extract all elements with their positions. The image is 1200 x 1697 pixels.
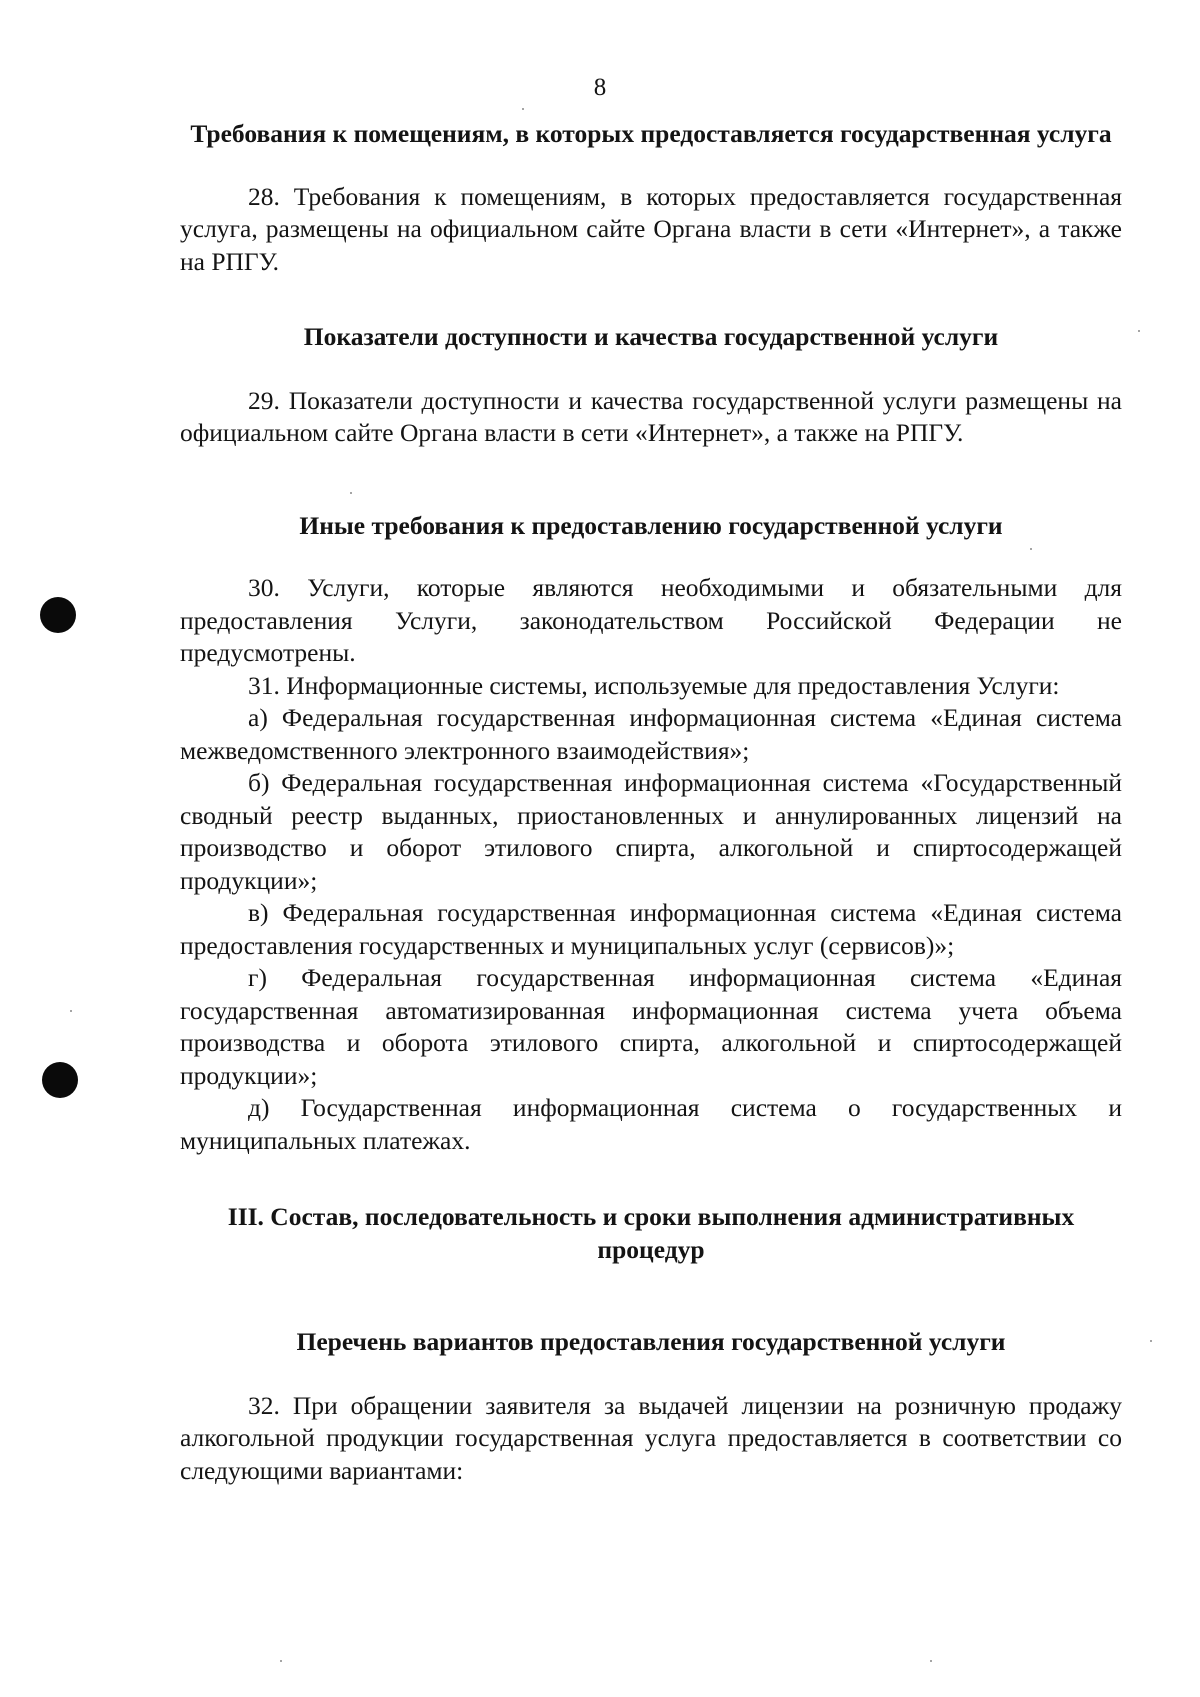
list-item-b: б) Федеральная государственная информационная система «Государственный сводный реестр выданных, приостановленных и аннулированных лицензий на производство и оборот этилового спирта, алкогольной и спиртосодержащей продукции»; (180, 768, 1122, 895)
section-heading-accessibility: Показатели доступности и качества государственной услуги (303, 322, 999, 351)
section-heading-premises: Требования к помещениям, в которых предоставляется государственная услуга (190, 119, 1112, 148)
list-item-a: а) Федеральная государственная информационная система «Единая система межведомственного электронного взаимодействия»; (180, 703, 1122, 765)
chapter-heading: III. Состав, последовательность и сроки выполнения административных процедур (227, 1202, 1075, 1264)
scan-speck (350, 492, 352, 494)
list-item-g: г) Федеральная государственная информационная система «Единая государственная автоматизированная информационная система учета объема производства и оборота этилового спирта, алкогольной и спиртосодержащей продукции»; (180, 963, 1122, 1090)
scan-speck (1138, 330, 1140, 332)
section-heading-other-requirements: Иные требования к предоставлению государственной услуги (299, 510, 1003, 540)
list-item-v: в) Федеральная государственная информационная система «Единая система предоставления государственных и муниципальных услуг (сервисов)»; (180, 898, 1122, 960)
paragraph-30: 30. Услуги, которые являются необходимыми и обязательными для предоставления Услуги, законодательством Российской Федерации не предусмотрены. (180, 573, 1122, 667)
section-heading-variants: Перечень вариантов предоставления государственной услуги (296, 1327, 1006, 1356)
scan-speck (1150, 1340, 1152, 1342)
paragraph-32: 32. При обращении заявителя за выдачей лицензии на розничную продажу алкогольной продукции государственная услуга предоставляется в соответствии со следующими вариантами: (180, 1390, 1122, 1485)
scan-speck (930, 1660, 932, 1662)
scan-speck (522, 108, 524, 110)
scan-speck (1030, 548, 1032, 550)
paragraph-28: 28. Требования к помещениям, в которых предоставляется государственная услуга, размещены на официальном сайте Органа власти в сети «Интернет», а также на РПГУ. (180, 181, 1122, 276)
punch-hole (42, 1062, 78, 1098)
scan-speck (70, 1010, 72, 1012)
paragraph-29: 29. Показатели доступности и качества государственной услуги размещены на официальном сайте Органа власти в сети «Интернет», а также на РПГУ. (180, 385, 1122, 447)
list-item-d: д) Государственная информационная система о государственных и муниципальных платежах. (180, 1093, 1122, 1155)
page-number: 8 (593, 74, 607, 101)
scan-speck (280, 1660, 282, 1662)
paragraph-31: 31. Информационные системы, используемые для предоставления Услуги: (248, 670, 1060, 700)
document-body (180, 118, 1122, 1487)
punch-hole (40, 597, 76, 633)
